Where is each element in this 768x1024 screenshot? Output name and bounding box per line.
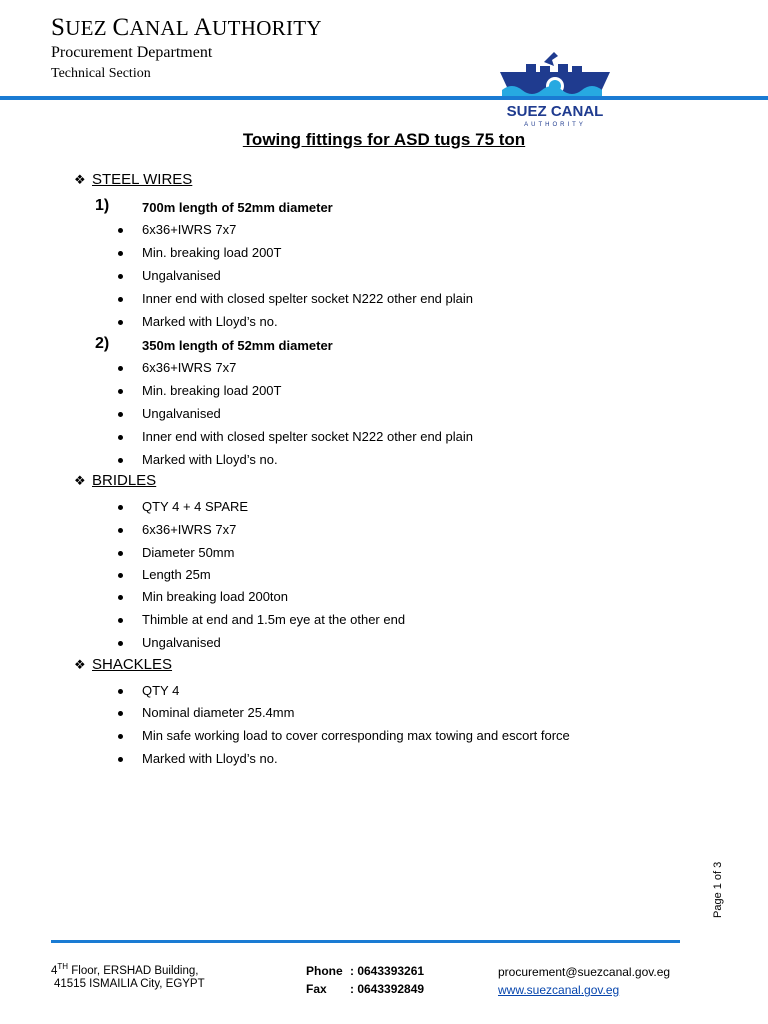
email-address: procurement@suezcanal.gov.eg: [498, 965, 671, 979]
item-heading: 700m length of 52mm diameter: [142, 200, 333, 215]
footer-divider: [51, 940, 680, 943]
department-name: Procurement Department: [51, 44, 213, 61]
section-shackles: ❖ SHACKLES: [74, 656, 173, 673]
organization-name: SUEZ CANAL AUTHORITY: [51, 14, 322, 41]
website-link[interactable]: www.suezcanal.gov.eg: [498, 983, 620, 997]
suez-canal-logo: [494, 48, 616, 128]
header-divider: [0, 96, 768, 100]
address-line-2: 41515 ISMAILIA City, EGYPT: [54, 978, 205, 990]
section-steel-wires: ❖ STEEL WIRES: [74, 171, 193, 188]
item-heading: 350m length of 52mm diameter: [142, 338, 333, 353]
logo-subtext: AUTHORITY: [524, 122, 586, 128]
page-number: Page 1 of 3: [712, 861, 724, 918]
address-line-1: 4TH Floor, ERSHAD Building,: [51, 962, 199, 977]
logo-text: SUEZ CANAL: [506, 103, 604, 120]
diamond-bullet-icon: ❖: [74, 657, 86, 672]
document-title: Towing fittings for ASD tugs 75 ton: [242, 130, 526, 149]
diamond-bullet-icon: ❖: [74, 473, 86, 488]
section-bridles: ❖ BRIDLES: [74, 472, 157, 489]
item-number: 2): [95, 335, 110, 352]
item-number: 1): [95, 197, 110, 214]
fax-number: : 0643392849: [350, 982, 425, 996]
diamond-bullet-icon: ❖: [74, 172, 86, 187]
phone-label: Phone: [306, 964, 343, 978]
fax-label: Fax: [306, 982, 327, 996]
phone-number: : 0643393261: [350, 964, 425, 978]
section-name: Technical Section: [51, 66, 151, 81]
